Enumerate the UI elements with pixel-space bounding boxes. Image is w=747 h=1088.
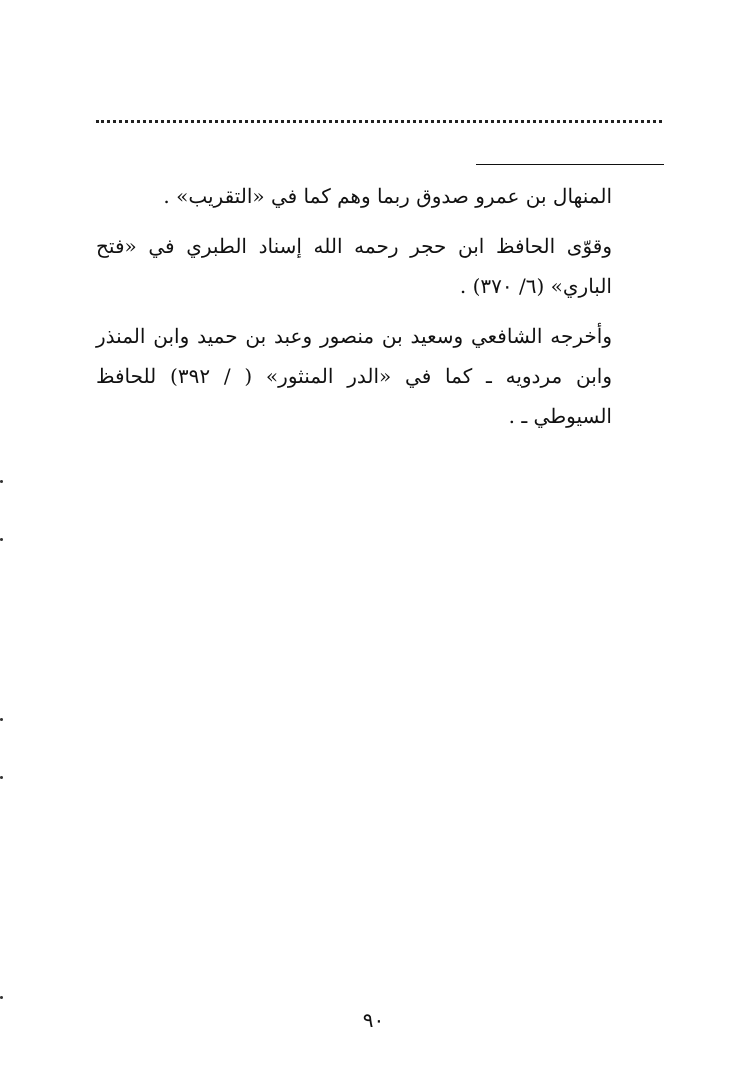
scan-edge-mark [0, 996, 3, 999]
footnotes-block [96, 176, 612, 446]
scan-edge-mark [0, 538, 3, 541]
scan-edge-mark [0, 480, 3, 483]
dotted-separator [96, 120, 662, 123]
scan-edge-mark [0, 776, 3, 779]
scan-edge-mark [0, 718, 3, 721]
footnote-1: المنهال بن عمرو صدوق ربما وهم كما في «التقريب» . [163, 184, 612, 208]
footnote-separator [476, 164, 664, 165]
page-number: ٩٠ [362, 1008, 385, 1032]
footnote-3: وأخرجه الشافعي وسعيد بن منصور وعبد بن حميد وابن المنذر وابن مردويه ـ كما في «الدر المنثور» ( / ٣٩٢) للحافظ السيوطي ـ . [96, 324, 612, 428]
footnote-2: وقوّى الحافظ ابن حجر رحمه الله إسناد الطبري في «فتح الباري» (٦/ ٣٧٠) . [96, 234, 612, 298]
